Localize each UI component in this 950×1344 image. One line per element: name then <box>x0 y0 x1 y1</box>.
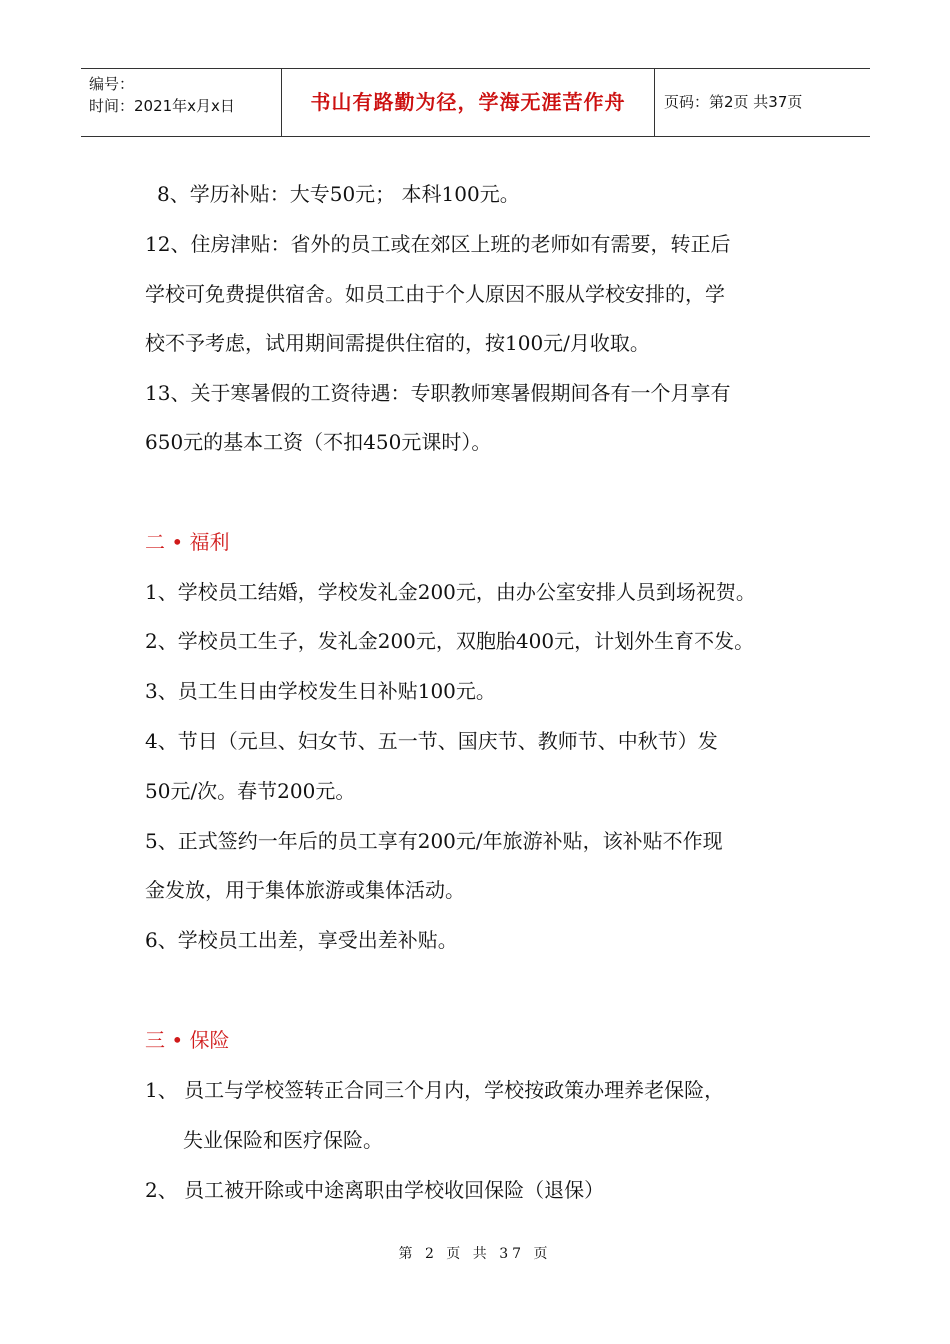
welfare-item-marriage: 1、学校员工结婚，学校发礼金200元，由办公室安排人员到场祝贺。 <box>145 580 756 604</box>
insurance-item-contract: 1、 员工与学校签转正合同三个月内，学校按政策办理养老保险， <box>145 1078 725 1102</box>
item-housing-allowance-cont: 学校可免费提供宿舍。如员工由于个人原因不服从学校安排的，学 <box>145 282 725 306</box>
page-footer: 第 2 页 共 37 页 <box>398 1246 552 1262</box>
header-page-info: 页码：第2页 共37页 <box>664 93 803 111</box>
document-time-label: 时间：2021年x月x日 <box>89 97 235 115</box>
welfare-item-travel-cont: 金发放，用于集体旅游或集体活动。 <box>145 878 465 902</box>
welfare-item-childbirth: 2、学校员工生子，发礼金200元，双胞胎400元，计划外生育不发。 <box>145 629 755 653</box>
insurance-item-termination: 2、 员工被开除或中途离职由学校收回保险（退保） <box>145 1178 605 1202</box>
insurance-item-contract-cont: 失业保险和医疗保险。 <box>183 1128 383 1152</box>
welfare-item-holidays: 4、节日（元旦、妇女节、五一节、国庆节、教师节、中秋节）发 <box>145 729 718 753</box>
header-meta <box>89 73 235 117</box>
header-divider <box>654 69 655 136</box>
welfare-item-holidays-cont: 50元/次。春节200元。 <box>145 779 356 803</box>
welfare-item-travel: 5、正式签约一年后的员工享有200元/年旅游补贴，该补贴不作现 <box>145 829 723 853</box>
document-number-label: 编号： <box>89 75 135 93</box>
item-housing-allowance: 12、住房津贴：省外的员工或在郊区上班的老师如有需要，转正后 <box>145 232 731 256</box>
header-motto: 书山有路勤为径，学海无涯苦作舟 <box>310 90 626 114</box>
welfare-item-birthday: 3、员工生日由学校发生日补贴100元。 <box>145 679 496 703</box>
item-housing-allowance-cont: 校不予考虑，试用期间需提供住宿的，按100元/月收取。 <box>145 331 650 355</box>
section-heading-insurance: 三 • 保险 <box>145 1028 230 1052</box>
item-education-subsidy: 8、学历补贴：大专50元； 本科100元。 <box>157 182 520 206</box>
item-vacation-pay: 13、关于寒暑假的工资待遇：专职教师寒暑假期间各有一个月享有 <box>145 381 731 405</box>
section-heading-welfare: 二 • 福利 <box>145 530 230 554</box>
welfare-item-business-trip: 6、学校员工出差，享受出差补贴。 <box>145 928 458 952</box>
page-header <box>81 68 870 137</box>
item-vacation-pay-cont: 650元的基本工资（不扣450元课时）。 <box>145 430 492 454</box>
